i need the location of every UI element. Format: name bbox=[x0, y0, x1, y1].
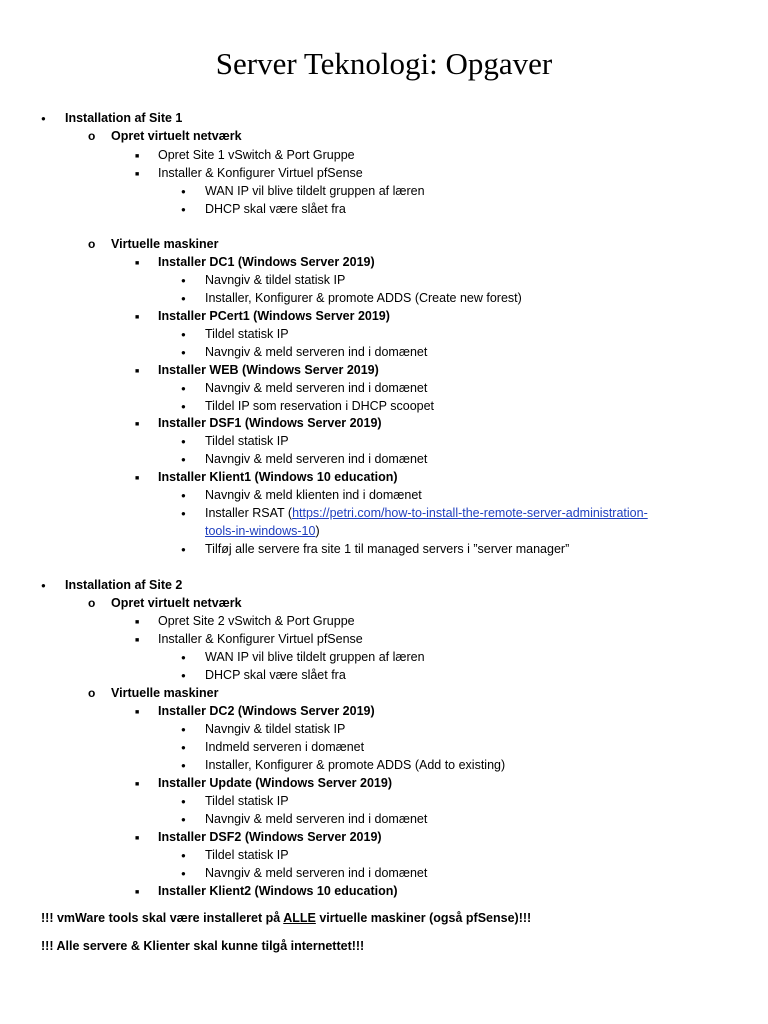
list-item: Tildel IP som reservation i DHCP scoopet bbox=[205, 399, 435, 413]
bullet-dot-icon bbox=[181, 450, 186, 468]
list-item: Installer Update (Windows Server 2019) bbox=[158, 776, 392, 790]
bullet-dot-icon bbox=[181, 504, 186, 522]
list-item: Navngiv & tildel statisk IP bbox=[205, 273, 346, 287]
list-item: Navngiv & meld serveren ind i domænet bbox=[205, 866, 428, 880]
list-item: Navngiv & tildel statisk IP bbox=[205, 722, 346, 736]
bullet-square-icon bbox=[135, 361, 139, 379]
list-item: Navngiv & meld serveren ind i domænet bbox=[205, 381, 428, 395]
list-item: Indmeld serveren i domænet bbox=[205, 740, 365, 754]
bullet-square-icon bbox=[135, 774, 139, 792]
bullet-dot-icon bbox=[181, 271, 186, 289]
bullet-dot-icon bbox=[181, 756, 186, 774]
list-item: Opret Site 2 vSwitch & Port Gruppe bbox=[158, 614, 355, 628]
bullet-square-icon bbox=[135, 702, 139, 720]
list-item: Tilføj alle servere fra site 1 til managed servers i ”server manager” bbox=[205, 542, 570, 556]
bullet-square-icon bbox=[135, 468, 139, 486]
bullet-square-icon bbox=[135, 414, 139, 432]
bullet-square-icon bbox=[135, 828, 139, 846]
list-item: Tildel statisk IP bbox=[205, 327, 289, 341]
bullet-square-icon bbox=[135, 253, 139, 271]
bullet-dot-icon bbox=[181, 846, 186, 864]
bullet-dot-icon bbox=[181, 792, 186, 810]
bullet-square-icon bbox=[135, 146, 139, 164]
bullet-dot-icon bbox=[181, 432, 186, 450]
site2-heading: Installation af Site 2 bbox=[65, 578, 183, 592]
list-item: Navngiv & meld serveren ind i domænet bbox=[205, 345, 428, 359]
bullet-dot-icon bbox=[181, 540, 186, 558]
bullet-dot-icon bbox=[181, 738, 186, 756]
bullet-circle-icon bbox=[88, 127, 95, 145]
list-item: DHCP skal være slået fra bbox=[205, 668, 346, 682]
bullet-square-icon bbox=[135, 630, 139, 648]
list-item: Installer PCert1 (Windows Server 2019) bbox=[158, 309, 390, 323]
note-vmware-prefix: !!! vmWare tools skal være installeret på bbox=[41, 911, 284, 925]
list-item: Installer Klient2 (Windows 10 education) bbox=[158, 884, 398, 898]
list-item-rsat bbox=[205, 504, 648, 522]
bullet-dot-icon bbox=[181, 648, 186, 666]
list-item: Installer DSF2 (Windows Server 2019) bbox=[158, 830, 382, 844]
site2-netvaerk: Opret virtuelt netværk bbox=[111, 596, 242, 610]
site2-vm: Virtuelle maskiner bbox=[111, 686, 219, 700]
list-item: Navngiv & meld serveren ind i domænet bbox=[205, 812, 428, 826]
site1-netvaerk: Opret virtuelt netværk bbox=[111, 129, 242, 143]
bullet-circle-icon bbox=[88, 594, 95, 612]
bullet-dot-icon bbox=[41, 109, 46, 127]
bullet-dot-icon bbox=[181, 810, 186, 828]
rsat-prefix: Installer RSAT ( bbox=[205, 506, 293, 520]
list-item: Installer, Konfigurer & promote ADDS (Create new forest) bbox=[205, 291, 522, 305]
list-item: Navngiv & meld klienten ind i domænet bbox=[205, 488, 422, 502]
bullet-dot-icon bbox=[181, 200, 186, 218]
note-internet: !!! Alle servere & Klienter skal kunne tilgå internettet!!! bbox=[41, 939, 365, 953]
list-item: Tildel statisk IP bbox=[205, 794, 289, 808]
list-item: Installer WEB (Windows Server 2019) bbox=[158, 363, 379, 377]
bullet-square-icon bbox=[135, 307, 139, 325]
list-item: Tildel statisk IP bbox=[205, 848, 289, 862]
list-item: Installer Klient1 (Windows 10 education) bbox=[158, 470, 398, 484]
list-item: DHCP skal være slået fra bbox=[205, 202, 346, 216]
list-item: Installer, Konfigurer & promote ADDS (Add to existing) bbox=[205, 758, 506, 772]
list-item: Tildel statisk IP bbox=[205, 434, 289, 448]
bullet-dot-icon bbox=[181, 182, 186, 200]
rsat-link-continued[interactable]: tools-in-windows-10 bbox=[205, 524, 316, 538]
bullet-dot-icon bbox=[41, 576, 46, 594]
bullet-circle-icon bbox=[88, 235, 95, 253]
list-item: Navngiv & meld serveren ind i domænet bbox=[205, 452, 428, 466]
note-vmware-suffix: virtuelle maskiner (også pfSense)!!! bbox=[315, 911, 532, 925]
bullet-square-icon bbox=[135, 882, 139, 900]
bullet-dot-icon bbox=[181, 379, 186, 397]
site1-vm: Virtuelle maskiner bbox=[111, 237, 219, 251]
bullet-square-icon bbox=[135, 164, 139, 182]
rsat-suffix: ) bbox=[315, 524, 320, 538]
bullet-dot-icon bbox=[181, 397, 186, 415]
list-item: Installer & Konfigurer Virtuel pfSense bbox=[158, 632, 363, 646]
site1-heading: Installation af Site 1 bbox=[65, 111, 183, 125]
list-item: Opret Site 1 vSwitch & Port Gruppe bbox=[158, 148, 355, 162]
bullet-dot-icon bbox=[181, 343, 186, 361]
note-vmware bbox=[41, 909, 531, 927]
bullet-dot-icon bbox=[181, 486, 186, 504]
bullet-dot-icon bbox=[181, 720, 186, 738]
list-item-rsat-cont bbox=[205, 522, 320, 540]
note-vmware-alle: ALLE bbox=[283, 911, 316, 925]
bullet-dot-icon bbox=[181, 666, 186, 684]
page-title: Server Teknologi: Opgaver bbox=[215, 46, 553, 81]
bullet-square-icon bbox=[135, 612, 139, 630]
rsat-link[interactable]: https://petri.com/how-to-install-the-remote-server-administration- bbox=[292, 506, 648, 520]
bullet-dot-icon bbox=[181, 289, 186, 307]
list-item: Installer DSF1 (Windows Server 2019) bbox=[158, 416, 382, 430]
list-item: Installer & Konfigurer Virtuel pfSense bbox=[158, 166, 363, 180]
bullet-dot-icon bbox=[181, 325, 186, 343]
bullet-dot-icon bbox=[181, 864, 186, 882]
list-item: WAN IP vil blive tildelt gruppen af læren bbox=[205, 650, 425, 664]
list-item: Installer DC2 (Windows Server 2019) bbox=[158, 704, 375, 718]
bullet-circle-icon bbox=[88, 684, 95, 702]
list-item: WAN IP vil blive tildelt gruppen af læren bbox=[205, 184, 425, 198]
list-item: Installer DC1 (Windows Server 2019) bbox=[158, 255, 375, 269]
